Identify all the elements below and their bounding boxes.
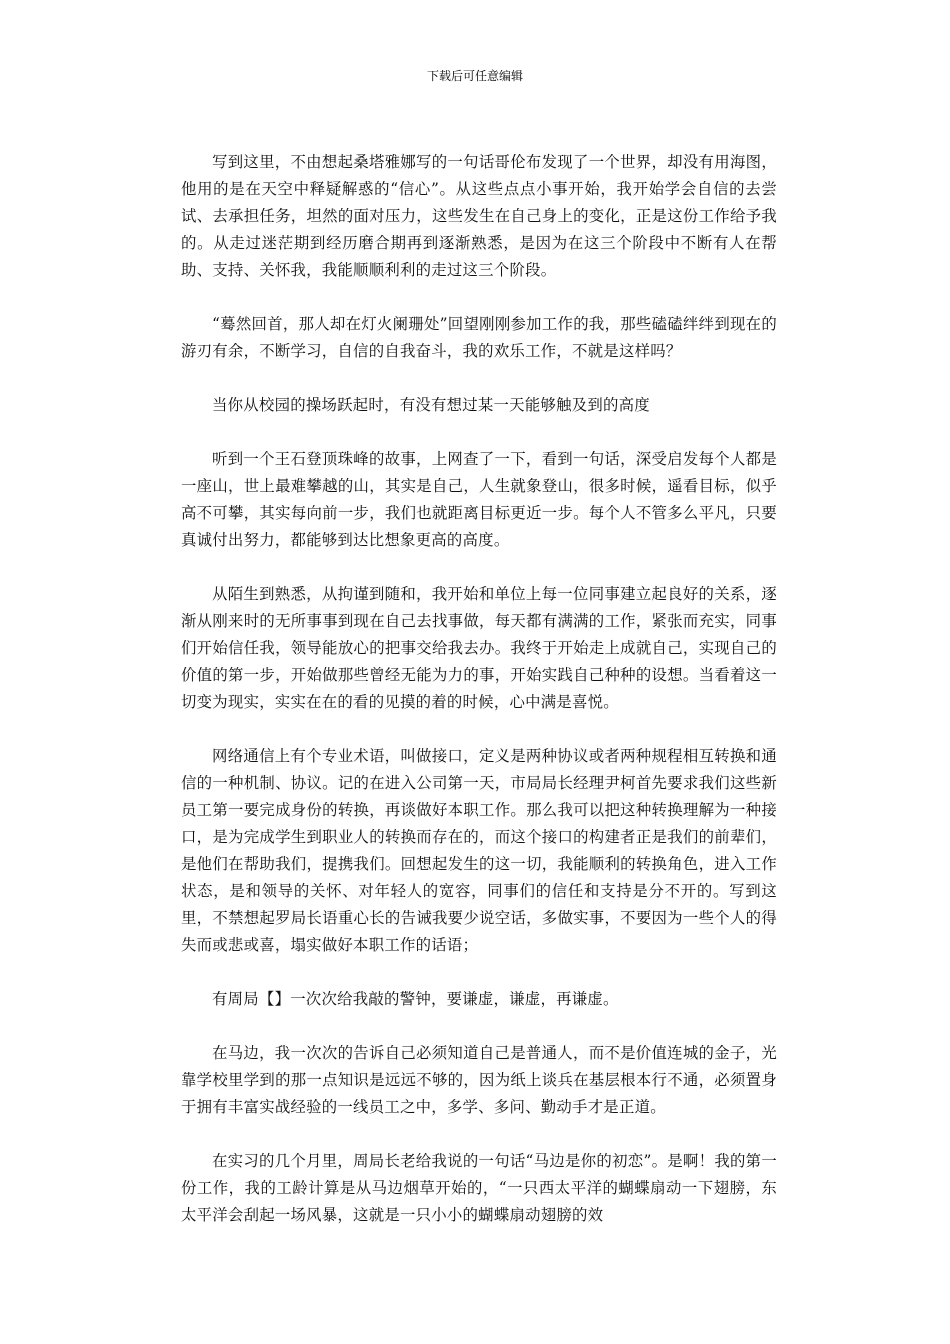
paragraph: 从陌生到熟悉，从拘谨到随和，我开始和单位上每一位同事建立起良好的关系，逐渐从刚来时的无所事事到现在自己去找事做，每天都有满满的工作，紧张而充实，同事们开始信任我，领导能放心的把事交给我去办。我终于开始走上成就自己，实现自己的价值的第一步，开始做那些曾经无能为力的事，开始实践自己种种的设想。当看着这一切变为现实，实实在在的看的见摸的着的时候，心中满是喜悦。 [181,585,777,711]
paragraph: 当你从校园的操场跃起时，有没有想过某一天能够触及到的高度 [212,396,650,414]
document-body [181,149,777,1256]
paragraph: “蓦然回首，那人却在灯火阑珊处”回望刚刚参加工作的我，那些磕磕绊绊到现在的游刃有余，不断学习，自信的自我奋斗，我的欢乐工作，不就是这样吗？ [181,315,777,360]
paragraph: 网络通信上有个专业术语，叫做接口，定义是两种协议或者两种规程相互转换和通信的一种机制、协议。记的在进入公司第一天，市局局长经理尹柯首先要求我们这些新员工第一要完成身份的转换，再谈做好本职工作。那么我可以把这种转换理解为一种接口，是为完成学生到职业人的转换而存在的，而这个接口的构建者正是我们的前辈们，是他们在帮助我们，提携我们。回想起发生的这一切，我能顺利的转换角色，进入工作状态，是和领导的关怀、对年轻人的宽容，同事们的信任和支持是分不开的。写到这里，不禁想起罗局长语重心长的告诫我要少说空话，多做实事，不要因为一些个人的得失而或悲或喜，塌实做好本职工作的话语； [181,747,777,954]
paragraph: 在马边，我一次次的告诉自己必须知道自己是普通人，而不是价值连城的金子，光靠学校里学到的那一点知识是远远不够的，因为纸上谈兵在基层根本行不通，必须置身于拥有丰富实战经验的一线员工之中，多学、多问、勤动手才是正道。 [181,1044,777,1116]
page-header: 下载后可任意编辑 [426,69,523,83]
paragraph: 听到一个王石登顶珠峰的故事，上网查了一下，看到一句话，深受启发每个人都是一座山，世上最难攀越的山，其实是自己，人生就象登山，很多时候，遥看目标，似乎高不可攀，其实每向前一步，我们也就距离目标更近一步。每个人不管多么平凡，只要真诚付出努力，都能够到达比想象更高的高度。 [181,450,777,549]
paragraph: 写到这里，不由想起桑塔雅娜写的一句话哥伦布发现了一个世界，却没有用海图，他用的是在天空中释疑解惑的“信心”。从这些点点小事开始，我开始学会自信的去尝试、去承担任务，坦然的面对压力，这些发生在自己身上的变化，正是这份工作给予我的。从走过迷茫期到经历磨合期再到逐渐熟悉，是因为在这三个阶段中不断有人在帮助、支持、关怀我，我能顺顺利利的走过这三个阶段。 [181,153,777,279]
paragraph: 有周局【】一次次给我敲的警钟，要谦虚，谦虚，再谦虚。 [212,990,619,1008]
paragraph: 在实习的几个月里，周局长老给我说的一句话“马边是你的初恋”。是啊！我的第一份工作，我的工龄计算是从马边烟草开始的，“一只西太平洋的蝴蝶扇动一下翅膀，东太平洋会刮起一场风暴，这就是一只小小的蝴蝶扇动翅膀的效 [181,1152,777,1224]
